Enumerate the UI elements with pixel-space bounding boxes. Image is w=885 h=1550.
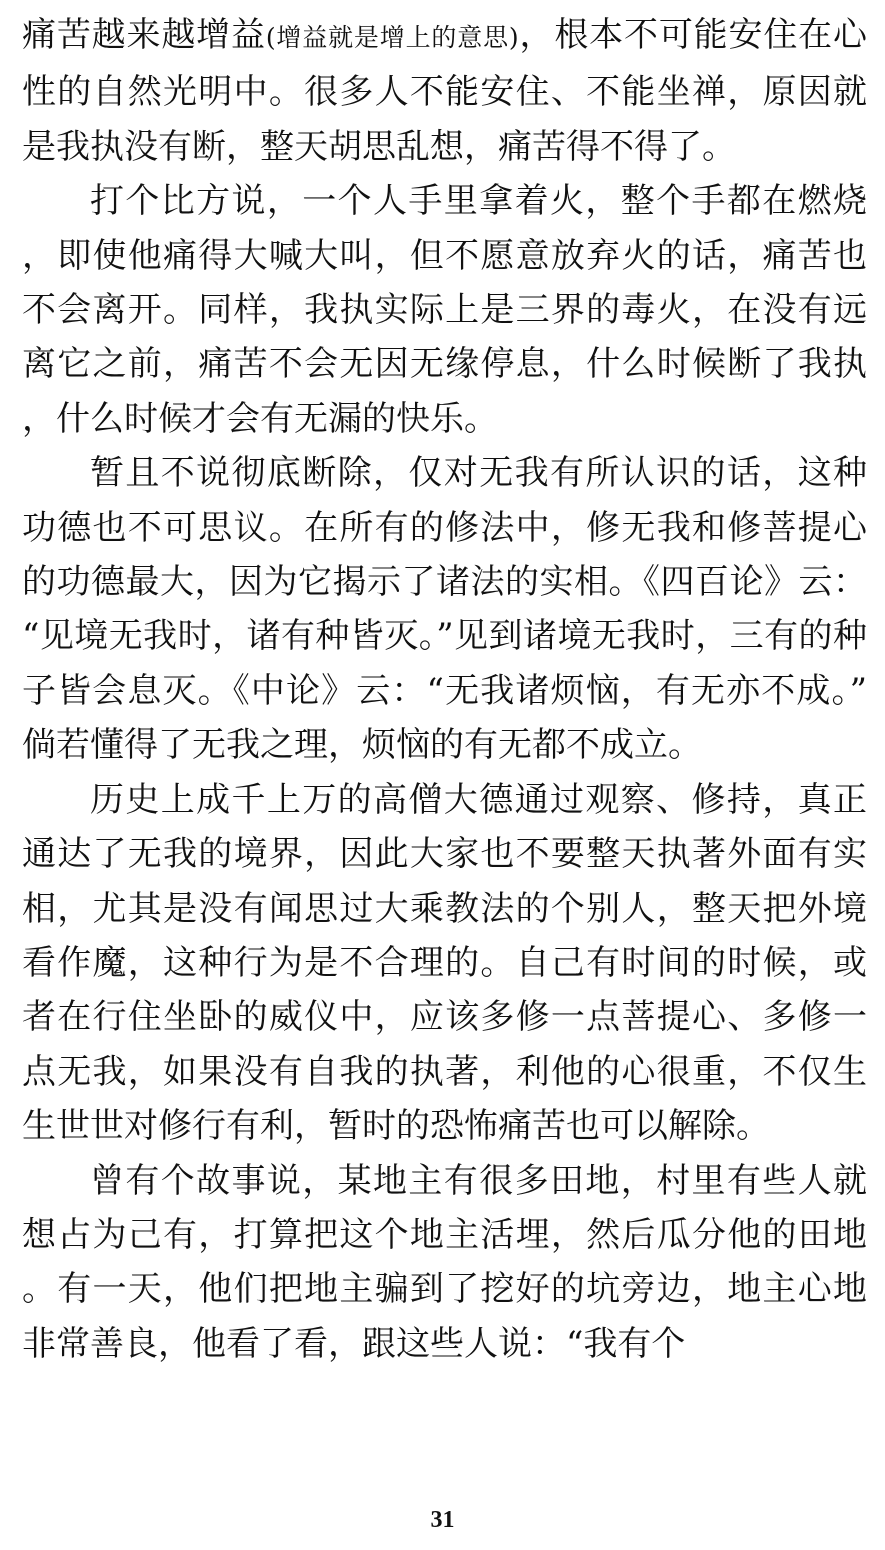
page-body — [22, 8, 867, 1371]
paragraph-1-text-b: ，根本不可能安住在心性的自然光明中。很多人不能安住、不能坐禅，原因就是我执没有断，整天胡思乱想，痛苦得不得了。 — [22, 15, 868, 167]
paragraph-1 — [22, 8, 867, 174]
paragraph-5: 曾有个故事说，某地主有很多田地，村里有些人就想占为己有，打算把这个地主活埋，然后瓜分他的田地。有一天，他们把地主骗到了挖好的坑旁边，地主心地非常善良，他看了看，跟这些人说：“我有个 — [22, 1160, 867, 1364]
paragraph-1-text-a: 痛苦越来越增益 — [22, 15, 266, 55]
page-number: 31 — [430, 1507, 455, 1533]
paragraph-3: 暂且不说彻底断除，仅对无我有所认识的话，这种功德也不可思议。在所有的修法中，修无我和修菩提心的功德最大，因为它揭示了诸法的实相。《四百论》云：“见境无我时，诸有种皆灭。”见到诸境无我时，三有的种子皆会息灭。《中论》云：“无我诸烦恼，有无亦不成。”倘若懂得了无我之理，烦恼的有无都不成立。 — [22, 453, 867, 766]
paragraph-2: 打个比方说，一个人手里拿着火，整个手都在燃烧，即使他痛得大喊大叫，但不愿意放弃火的话，痛苦也不会离开。同样，我执实际上是三界的毒火，在没有远离它之前，痛苦不会无因无缘停息，什么时候断了我执，什么时候才会有无漏的快乐。 — [22, 181, 867, 439]
paragraph-1-annotation: (增益就是增上的意思) — [265, 23, 519, 52]
paragraph-4: 历史上成千上万的高僧大德通过观察、修持，真正通达了无我的境界，因此大家也不要整天执著外面有实相，尤其是没有闻思过大乘教法的个别人，整天把外境看作魔，这种行为是不合理的。自己有时间的时候，或者在行住坐卧的威仪中，应该多修一点菩提心、多修一点无我，如果没有自我的执著，利他的心很重，不仅生生世世对修行有利，暂时的恐怖痛苦也可以解除。 — [22, 779, 867, 1147]
